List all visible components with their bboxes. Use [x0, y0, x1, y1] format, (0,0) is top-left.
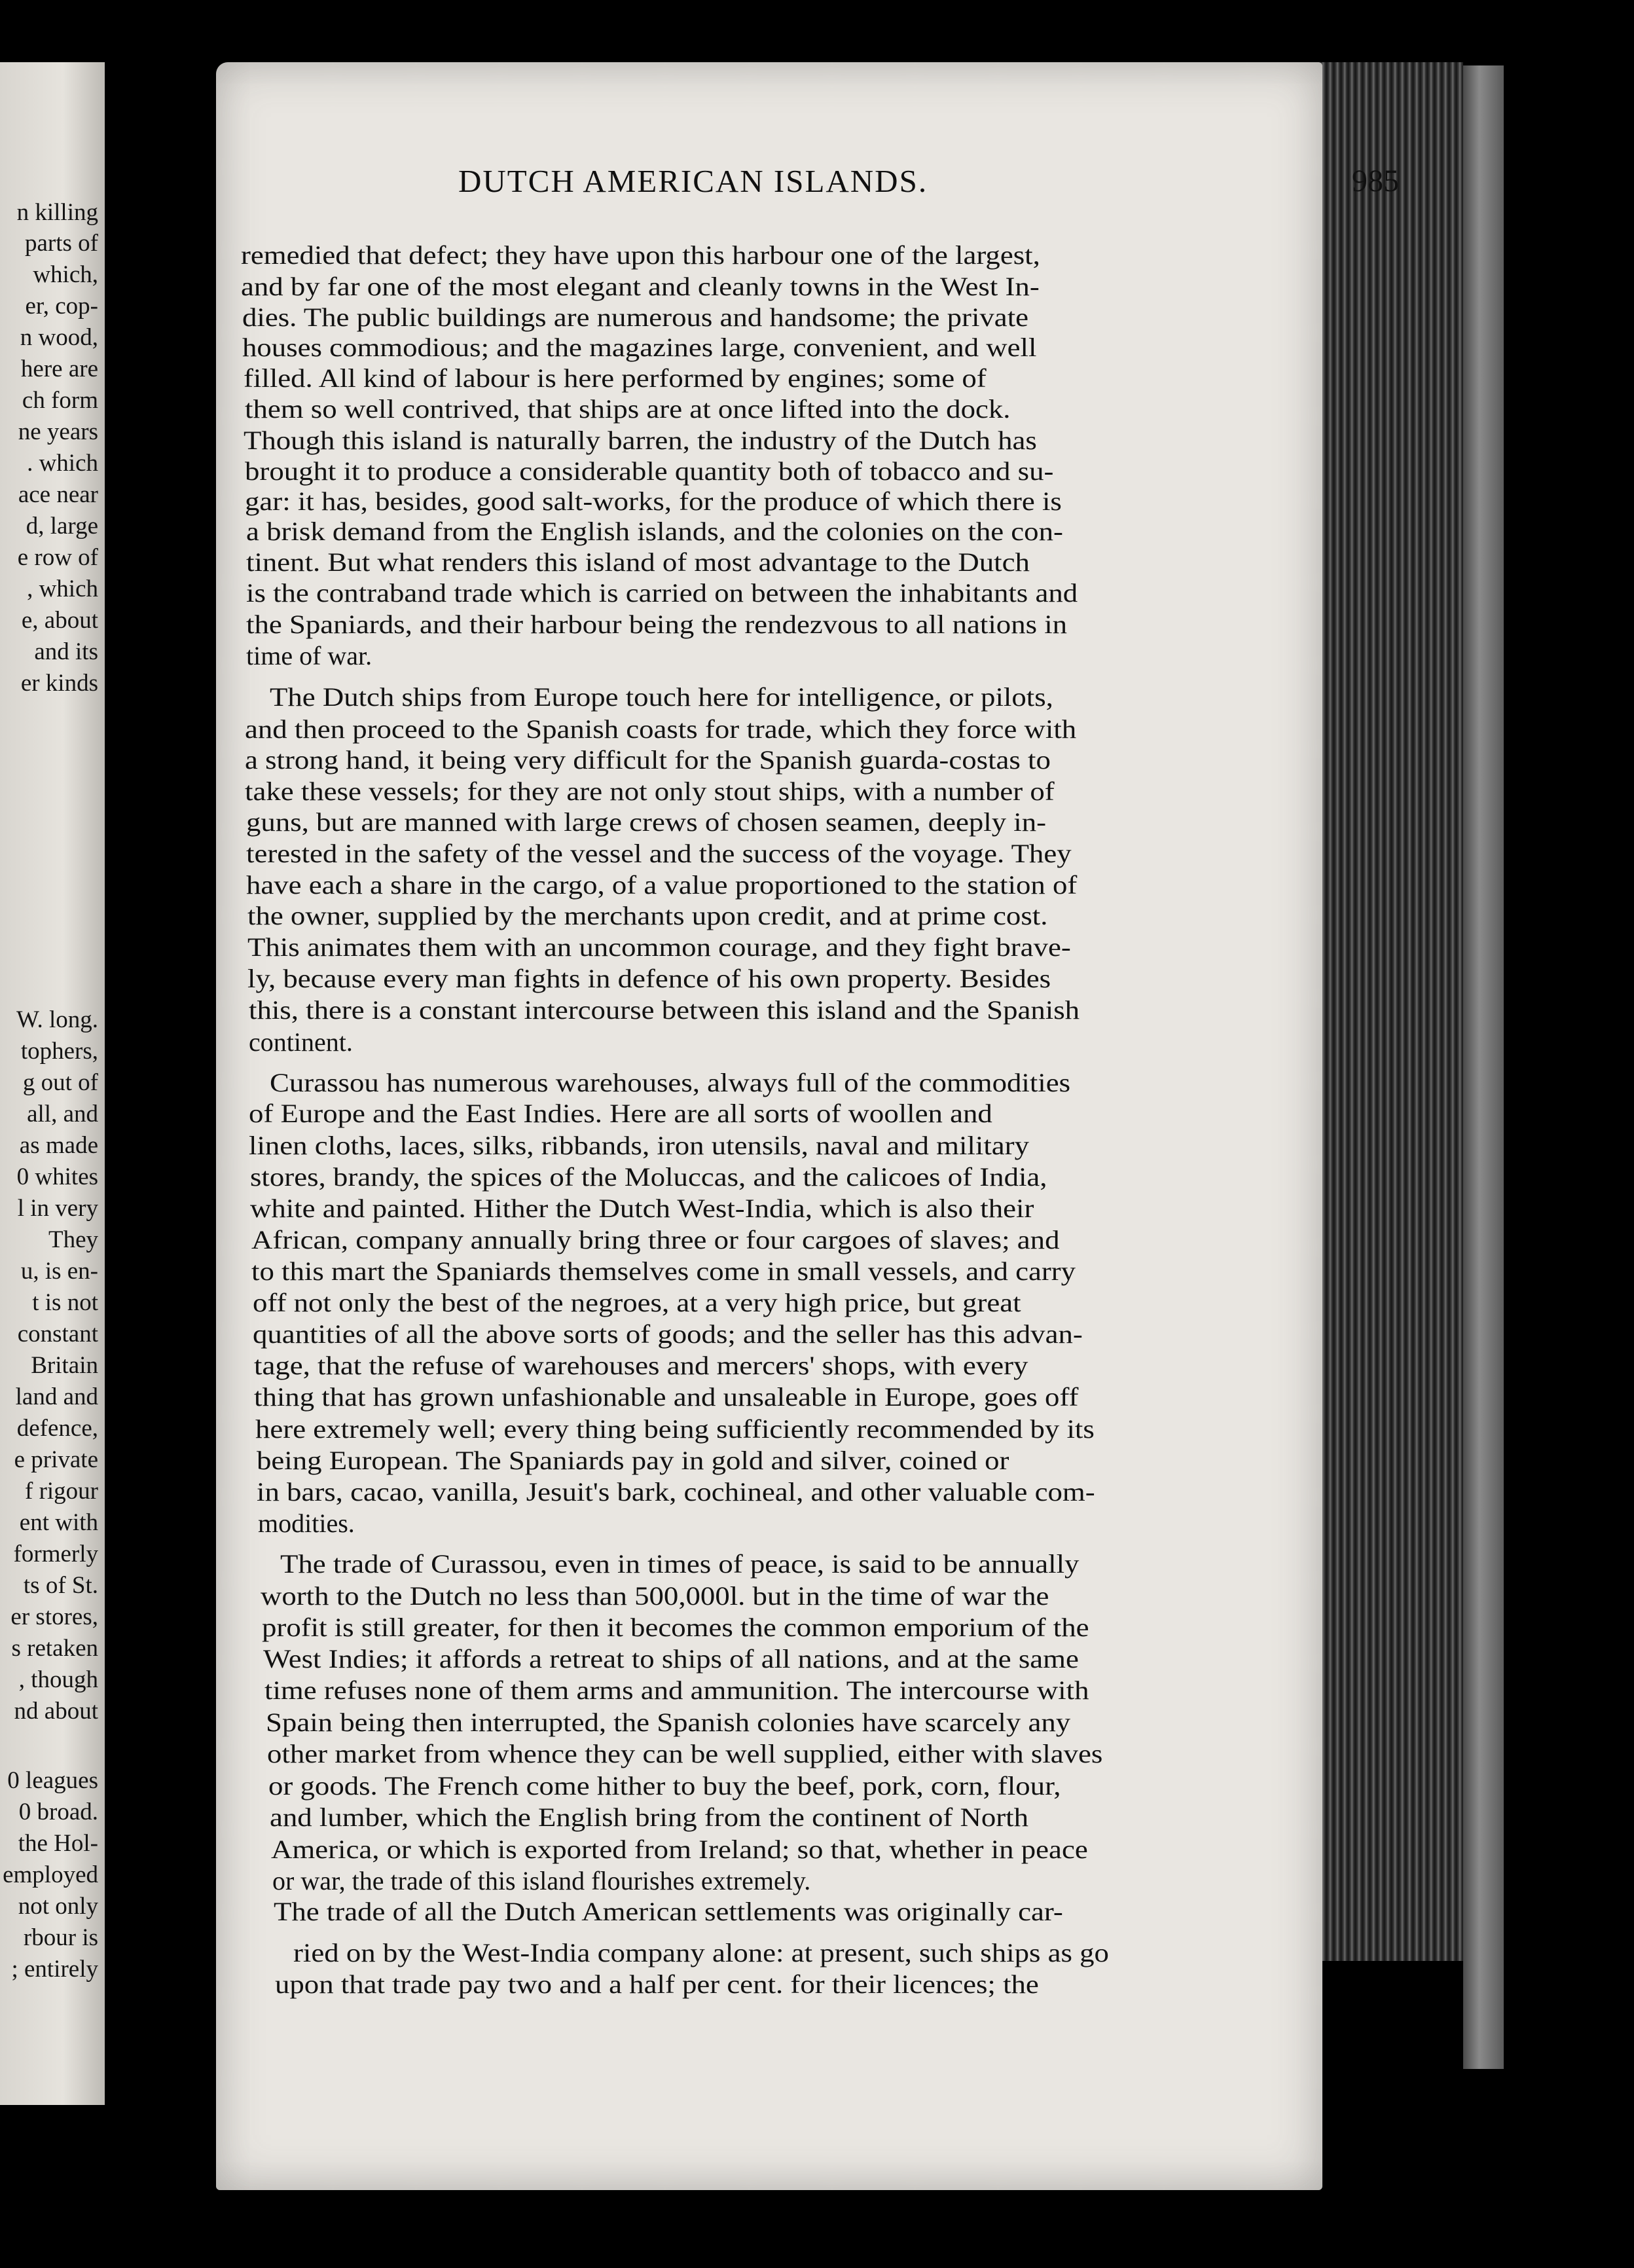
previous-page-line: er kinds — [20, 670, 98, 697]
previous-page-line: u, is en- — [20, 1258, 98, 1285]
text-line: have each a share in the cargo, of a value proportioned to the station of — [246, 870, 1078, 900]
text-line: or goods. The French come hither to buy the beef, pork, corn, flour, — [268, 1771, 1061, 1801]
previous-page-line: constant — [17, 1321, 98, 1347]
previous-page-line: n killing — [16, 199, 98, 226]
previous-page-line: e row of — [17, 544, 98, 571]
previous-page-line: ; entirely — [11, 1956, 98, 1983]
previous-page-line: ace near — [18, 481, 98, 508]
previous-page-line: n wood, — [20, 324, 98, 351]
page-number: 985 — [1352, 164, 1399, 198]
text-line: the Spaniards, and their harbour being the rendezvous to all nations in — [246, 610, 1068, 639]
text-line: terested in the safety of the vessel and the success of the voyage. They — [246, 839, 1072, 868]
previous-page-line: and its — [34, 638, 98, 665]
text-line: this, there is a constant intercourse between this island and the Spanish — [249, 995, 1080, 1025]
text-line: African, company annually bring three or four cargoes of slaves; and — [251, 1225, 1060, 1254]
previous-page-line: g out of — [22, 1069, 98, 1096]
text-line: West Indies; it affords a retreat to ships of all nations, and at the same — [263, 1644, 1079, 1674]
text-line: other market from whence they can be well supplied, either with slaves — [267, 1739, 1103, 1768]
running-title: DUTCH AMERICAN ISLANDS. — [458, 163, 928, 199]
text-line: in bars, cacao, vanilla, Jesuit's bark, cochineal, and other valuable com- — [257, 1477, 1095, 1507]
page-edges-stack — [1313, 62, 1463, 1961]
previous-page-line: l in very — [17, 1195, 98, 1222]
previous-page-line: land and — [15, 1383, 98, 1410]
text-line: time refuses none of them arms and ammunition. The intercourse with — [264, 1675, 1089, 1705]
previous-page-line: 0 broad. — [18, 1799, 98, 1825]
previous-page-line: . which — [27, 450, 98, 477]
previous-page-line: , which — [27, 576, 98, 602]
previous-page-line: the Hol- — [18, 1830, 98, 1857]
previous-page-line: employed — [3, 1861, 98, 1888]
previous-page-line: er, cop- — [25, 293, 98, 320]
previous-page-line: d, large — [26, 513, 98, 540]
previous-page-line: not only — [18, 1893, 98, 1920]
text-line: This animates them with an uncommon courage, and they fight brave- — [247, 932, 1071, 962]
text-line: and then proceed to the Spanish coasts for trade, which they force with — [245, 714, 1077, 744]
previous-page-line: parts of — [25, 230, 98, 257]
text-line: to this mart the Spaniards themselves come in small vessels, and carry — [251, 1256, 1076, 1286]
previous-page-line: ts of St. — [23, 1572, 98, 1599]
text-line: remedied that defect; they have upon this harbour one of the largest, — [241, 240, 1040, 270]
text-line: profit is still greater, for then it becomes the common emporium of the — [262, 1613, 1089, 1642]
previous-page-line: here are — [20, 356, 98, 382]
previous-page-line: all, and — [27, 1101, 98, 1127]
previous-page-line: ne years — [18, 418, 98, 445]
text-line: modities. — [258, 1509, 355, 1538]
previous-page-line: formerly — [13, 1541, 98, 1567]
text-line: or war, the trade of this island flourishes extremely. — [272, 1866, 811, 1895]
previous-page-line: tophers, — [20, 1038, 98, 1065]
previous-page-line: , though — [18, 1666, 98, 1693]
previous-page-line: e, about — [21, 607, 98, 634]
previous-page-line: t is not — [32, 1289, 98, 1316]
previous-page-line: W. long. — [16, 1006, 98, 1033]
text-line: stores, brandy, the spices of the Moluccas, and the calicoes of India, — [250, 1162, 1047, 1192]
text-line: Spain being then interrupted, the Spanish colonies have scarcely any — [266, 1708, 1071, 1737]
text-line: and by far one of the most elegant and cleanly towns in the West In- — [241, 272, 1040, 301]
previous-page-line: as made — [19, 1132, 98, 1159]
previous-page-line: ch form — [22, 387, 98, 414]
text-line: off not only the best of the negroes, at a very high price, but great — [253, 1288, 1021, 1317]
previous-page-line: They — [48, 1226, 98, 1253]
text-line: is the contraband trade which is carried on between the inhabitants and — [246, 578, 1078, 608]
text-line: white and painted. Hither the Dutch West-India, which is also their — [250, 1194, 1034, 1223]
previous-page-line: defence, — [16, 1415, 98, 1442]
text-line: quantities of all the above sorts of goods; and the seller has this advan- — [253, 1319, 1083, 1349]
text-line: houses commodious; and the magazines large, convenient, and well — [242, 333, 1037, 362]
text-line: time of war. — [246, 641, 372, 670]
text-line: and lumber, which the English bring from the continent of North — [270, 1802, 1029, 1832]
previous-page-line: Britain — [31, 1352, 98, 1379]
text-line: filled. All kind of labour is here performed by engines; some of — [244, 363, 987, 393]
text-line: continent. — [249, 1027, 353, 1057]
previous-page-line: which, — [33, 261, 98, 288]
text-line: the owner, supplied by the merchants upon credit, and at prime cost. — [247, 901, 1048, 930]
text-line: being European. The Spaniards pay in gold and silver, coined or — [257, 1446, 1009, 1475]
text-line: linen cloths, laces, silks, ribbands, iron utensils, naval and military — [249, 1131, 1029, 1160]
text-line: here extremely well; every thing being sufficiently recommended by its — [255, 1414, 1095, 1444]
text-line: brought it to produce a considerable quantity both of tobacco and su- — [245, 456, 1054, 486]
text-line: take these vessels; for they are not only stout ships, with a number of — [245, 777, 1055, 806]
text-line: upon that trade pay two and a half per cent. for their licences; the — [275, 1969, 1039, 1999]
text-line: tinent. But what renders this island of most advantage to the Dutch — [246, 547, 1030, 577]
text-line: them so well contrived, that ships are at once lifted into the dock. — [245, 394, 1011, 424]
previous-page-line: er stores, — [10, 1603, 98, 1630]
text-line: a strong hand, it being very difficult for the Spanish guarda-costas to — [245, 745, 1051, 775]
previous-page-line: e private — [14, 1446, 98, 1473]
text-line: The trade of Curassou, even in times of peace, is said to be annually — [280, 1549, 1080, 1579]
previous-page-line: nd about — [14, 1698, 98, 1725]
text-line: of Europe and the East Indies. Here are all sorts of woollen and — [249, 1099, 992, 1128]
text-line: dies. The public buildings are numerous and handsome; the private — [242, 302, 1029, 332]
page-edges-outer — [1463, 65, 1504, 2069]
text-line: gar: it has, besides, good salt-works, for the produce of which there is — [245, 486, 1062, 516]
text-line: ried on by the West-India company alone: at present, such ships as go — [293, 1938, 1109, 1967]
text-line: thing that has grown unfashionable and unsaleable in Europe, goes off — [254, 1382, 1079, 1412]
text-line: a brisk demand from the English islands, and the colonies on the con- — [246, 517, 1063, 546]
text-line: ly, because every man fights in defence of his own property. Besides — [247, 964, 1051, 993]
text-line: The Dutch ships from Europe touch here for intelligence, or pilots, — [270, 682, 1053, 712]
previous-page-line: rbour is — [23, 1924, 98, 1951]
previous-page-line: f rigour — [25, 1478, 98, 1505]
previous-page-line: s retaken — [11, 1635, 98, 1662]
previous-page-line: 0 whites — [16, 1163, 98, 1190]
text-line: guns, but are manned with large crews of chosen seamen, deeply in- — [246, 807, 1047, 837]
text-line: The trade of all the Dutch American settlements was originally car- — [274, 1897, 1063, 1926]
previous-page-edge — [0, 62, 105, 2105]
text-line: Though this island is naturally barren, the industry of the Dutch has — [244, 426, 1037, 455]
previous-page-line: 0 leagues — [7, 1767, 98, 1794]
text-line: America, or which is exported from Ireland; so that, whether in peace — [271, 1835, 1088, 1864]
text-line: worth to the Dutch no less than 500,000l. but in the time of war the — [261, 1581, 1049, 1611]
previous-page-line: ent with — [19, 1509, 98, 1536]
text-line: Curassou has numerous warehouses, always full of the commodities — [270, 1068, 1071, 1097]
text-line: tage, that the refuse of warehouses and mercers' shops, with every — [254, 1351, 1028, 1380]
